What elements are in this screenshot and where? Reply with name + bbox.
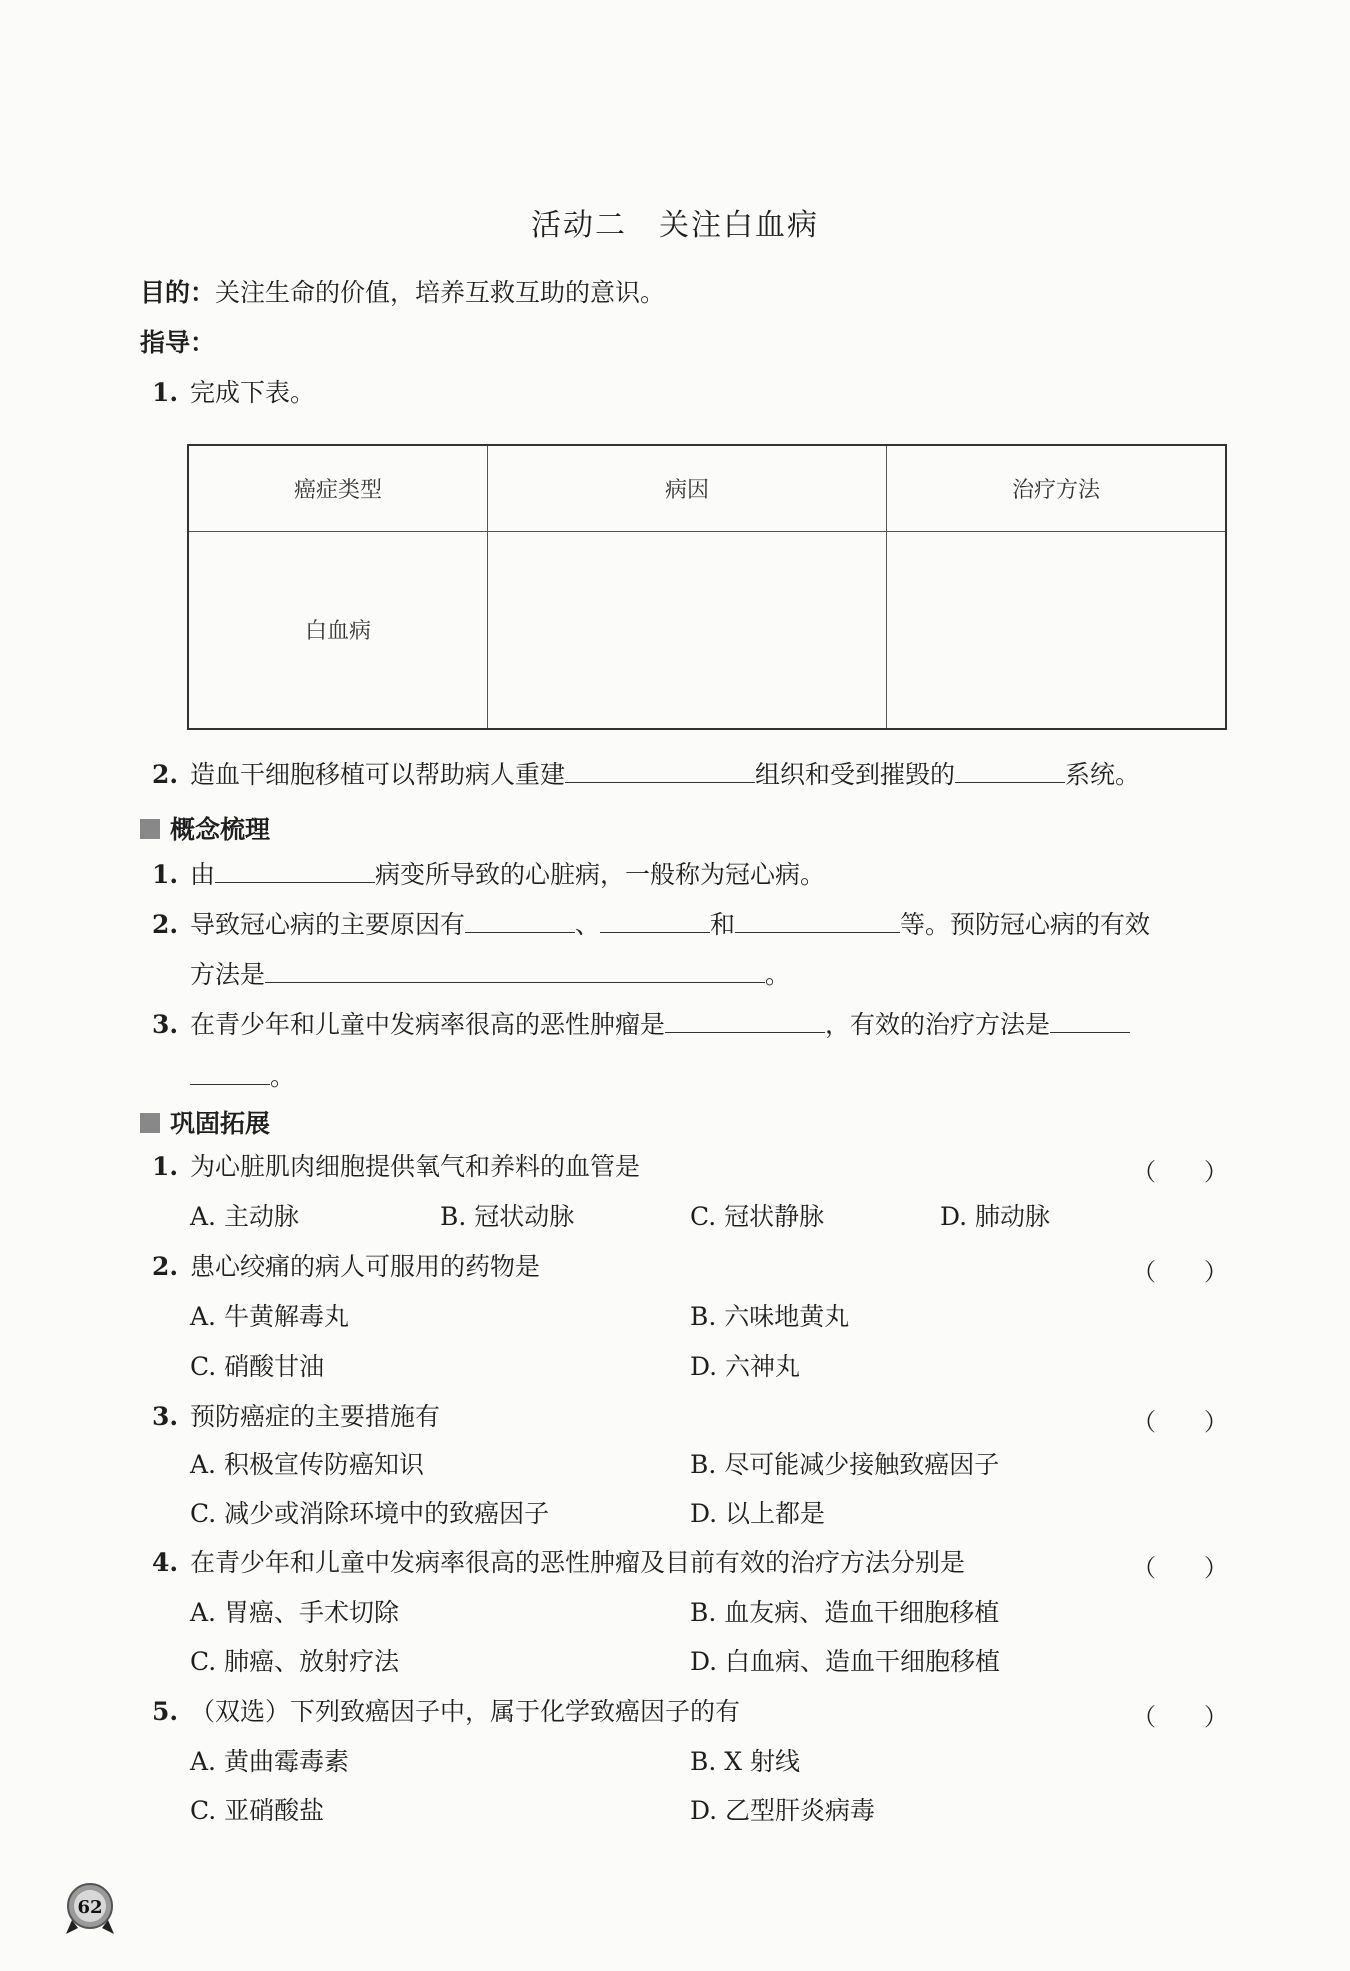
option[interactable]: D. 白血病、造血干细胞移植 [690, 1647, 1001, 1676]
purpose-label: 目的： [140, 278, 216, 307]
question-text: 方法是 [190, 960, 266, 989]
fill-blank[interactable] [565, 756, 755, 783]
page-number: 62 [77, 1897, 103, 1918]
question-text: 导致冠心病的主要原因有 [190, 910, 466, 939]
option[interactable]: A. 黄曲霉毒素 [190, 1747, 349, 1776]
fill-blank[interactable] [190, 1058, 270, 1085]
question-text: 。 [765, 960, 791, 989]
table-row [188, 531, 1226, 729]
question-text: 造血干细胞移植可以帮助病人重建 [190, 760, 566, 789]
question-number: 2. [152, 910, 179, 939]
question-text: 为心脏肌肉细胞提供氧气和养料的血管是 [190, 1152, 641, 1181]
guide-q2 [152, 756, 1140, 792]
fill-blank[interactable] [955, 756, 1065, 783]
option[interactable]: D. 六神丸 [690, 1352, 801, 1381]
question-number: 2. [152, 1252, 179, 1281]
mc-question-3 [152, 1400, 440, 1434]
concept-q2 [152, 906, 1150, 942]
option[interactable]: B. X 射线 [690, 1747, 801, 1776]
question-number: 3. [152, 1010, 179, 1039]
question-text: 病变所导致的心脏病，一般称为冠心病。 [375, 860, 826, 889]
question-text: 在青少年和儿童中发病率很高的恶性肿瘤及目前有效的治疗方法分别是 [190, 1548, 966, 1577]
question-text: 完成下表。 [190, 378, 316, 407]
option[interactable]: D. 乙型肝炎病毒 [690, 1796, 876, 1825]
option[interactable]: A. 牛黄解毒丸 [190, 1302, 349, 1331]
fill-blank[interactable] [1050, 1006, 1130, 1033]
section-heading-concept [140, 810, 270, 846]
purpose-line [140, 276, 665, 310]
question-text: 。 [270, 1062, 296, 1091]
option[interactable]: C. 肺癌、放射疗法 [190, 1647, 400, 1676]
option[interactable]: B. 尽可能减少接触致癌因子 [690, 1450, 1000, 1479]
table-header-cell: 病因 [488, 445, 887, 531]
cancer-table [187, 444, 1227, 730]
option[interactable]: B. 冠状动脉 [440, 1202, 575, 1231]
question-text: 、 [575, 910, 601, 939]
table-cell: 白血病 [188, 531, 488, 729]
concept-q3-cont [190, 1058, 295, 1094]
option[interactable]: D. 以上都是 [690, 1499, 826, 1528]
option[interactable]: C. 冠状静脉 [690, 1202, 825, 1231]
answer-paren[interactable]: （ ） [1132, 1554, 1228, 1582]
mc-question-5 [152, 1695, 740, 1729]
question-number: 1. [152, 860, 179, 889]
section-marker [140, 1113, 160, 1133]
option[interactable]: A. 胃癌、手术切除 [190, 1598, 399, 1627]
option[interactable]: B. 六味地黄丸 [690, 1302, 850, 1331]
question-text: 和 [710, 910, 736, 939]
fill-blank[interactable] [735, 906, 900, 933]
option[interactable]: D. 肺动脉 [940, 1202, 1051, 1231]
section-title: 概念梳理 [170, 815, 271, 844]
option[interactable]: C. 亚硝酸盐 [190, 1796, 325, 1825]
table-cell-blank[interactable] [488, 531, 887, 729]
guide-q1 [152, 376, 315, 410]
option[interactable]: C. 减少或消除环境中的致癌因子 [190, 1499, 550, 1528]
answer-paren[interactable]: （ ） [1132, 1258, 1228, 1286]
option[interactable]: C. 硝酸甘油 [190, 1352, 325, 1381]
question-text: 由 [190, 860, 216, 889]
question-text: 预防癌症的主要措施有 [190, 1402, 441, 1431]
mc-question-1 [152, 1150, 640, 1184]
table-header-cell: 癌症类型 [188, 445, 488, 531]
question-text: 在青少年和儿童中发病率很高的恶性肿瘤是 [190, 1010, 666, 1039]
answer-paren[interactable]: （ ） [1132, 1703, 1228, 1731]
answer-paren[interactable]: （ ） [1132, 1408, 1228, 1436]
fill-blank[interactable] [465, 906, 575, 933]
concept-q1 [152, 856, 825, 892]
option[interactable]: A. 主动脉 [190, 1202, 299, 1231]
question-number: 1. [152, 378, 179, 407]
answer-paren[interactable]: （ ） [1132, 1158, 1228, 1186]
question-text: （双选）下列致癌因子中，属于化学致癌因子的有 [190, 1697, 741, 1726]
question-number: 3. [152, 1402, 179, 1431]
table-header-cell: 治疗方法 [887, 445, 1227, 531]
mc-question-2 [152, 1250, 540, 1284]
purpose-text: 关注生命的价值，培养互救互助的意识。 [215, 278, 666, 307]
section-heading-extend [140, 1104, 270, 1140]
question-text: 组织和受到摧毁的 [755, 760, 956, 789]
option[interactable]: A. 积极宣传防癌知识 [190, 1450, 424, 1479]
option[interactable]: B. 血友病、造血干细胞移植 [690, 1598, 1000, 1627]
fill-blank[interactable] [265, 956, 765, 983]
question-text: 患心绞痛的病人可服用的药物是 [190, 1252, 541, 1281]
question-number: 4. [152, 1548, 179, 1577]
question-number: 2. [152, 760, 179, 789]
mc-question-4 [152, 1546, 965, 1580]
concept-q2-cont [190, 956, 790, 992]
question-text: ，有效的治疗方法是 [825, 1010, 1051, 1039]
page-number-badge [62, 1880, 118, 1936]
guide-label: 指导： [140, 328, 216, 357]
fill-blank[interactable] [665, 1006, 825, 1033]
question-number: 1. [152, 1152, 179, 1181]
page-title: 活动二 关注白血病 [531, 208, 819, 243]
question-number: 5. [152, 1697, 179, 1726]
fill-blank[interactable] [600, 906, 710, 933]
question-text: 系统。 [1065, 760, 1141, 789]
table-header-row [188, 445, 1226, 531]
question-text: 等。预防冠心病的有效 [900, 910, 1151, 939]
section-title: 巩固拓展 [170, 1109, 271, 1138]
concept-q3 [152, 1006, 1130, 1042]
table-cell-blank[interactable] [887, 531, 1227, 729]
fill-blank[interactable] [215, 856, 375, 883]
section-marker [140, 819, 160, 839]
